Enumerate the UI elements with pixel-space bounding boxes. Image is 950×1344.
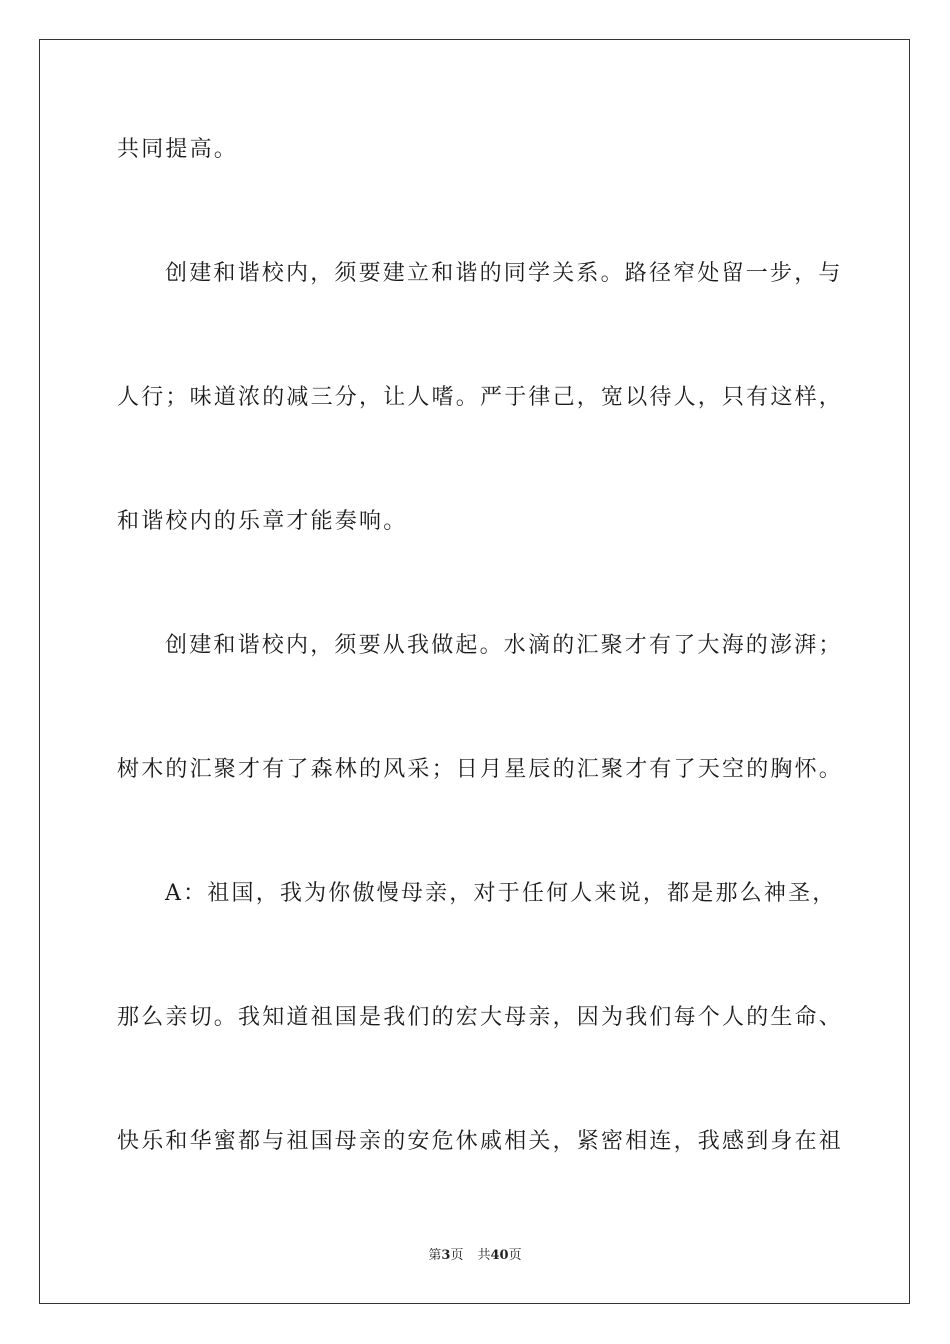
footer-total-prefix: 共 — [477, 1248, 491, 1263]
text-line-1: 共同提高。 — [117, 137, 239, 162]
paragraph-4-line-2: 那么亲切。我知道祖国是我们的宏大母亲，因为我们每个人的生命、 — [117, 1005, 844, 1030]
paragraph-3-line-1: 创建和谐校内，须要从我做起。水滴的汇聚才有了大海的澎湃； — [165, 633, 843, 658]
paragraph-4-line-1: A：祖国，我为你傲慢母亲，对于任何人来说，都是那么神圣， — [165, 881, 837, 906]
footer-total-pages: 40 — [490, 1248, 509, 1263]
paragraph-2-line-1: 创建和谐校内，须要建立和谐的同学关系。路径窄处留一步，与 — [165, 261, 843, 286]
footer-page-prefix: 第 — [428, 1248, 442, 1263]
footer-total-suffix: 页 — [508, 1248, 522, 1263]
paragraph-2-line-3: 和谐校内的乐章才能奏响。 — [117, 509, 408, 534]
paragraph-2-line-2: 人行；味道浓的减三分，让人嗜。严于律己，宽以待人，只有这样， — [117, 385, 844, 410]
footer-page-suffix: 页 — [450, 1248, 464, 1263]
page-frame — [39, 39, 910, 1304]
footer-page-number: 3 — [441, 1248, 451, 1263]
paragraph-3-line-2: 树木的汇聚才有了森林的风采；日月星辰的汇聚才有了天空的胸怀。 — [117, 757, 844, 782]
paragraph-4-line-3: 快乐和华蜜都与祖国母亲的安危休戚相关，紧密相连，我感到身在祖 — [117, 1129, 844, 1154]
page-footer — [0, 1247, 950, 1265]
